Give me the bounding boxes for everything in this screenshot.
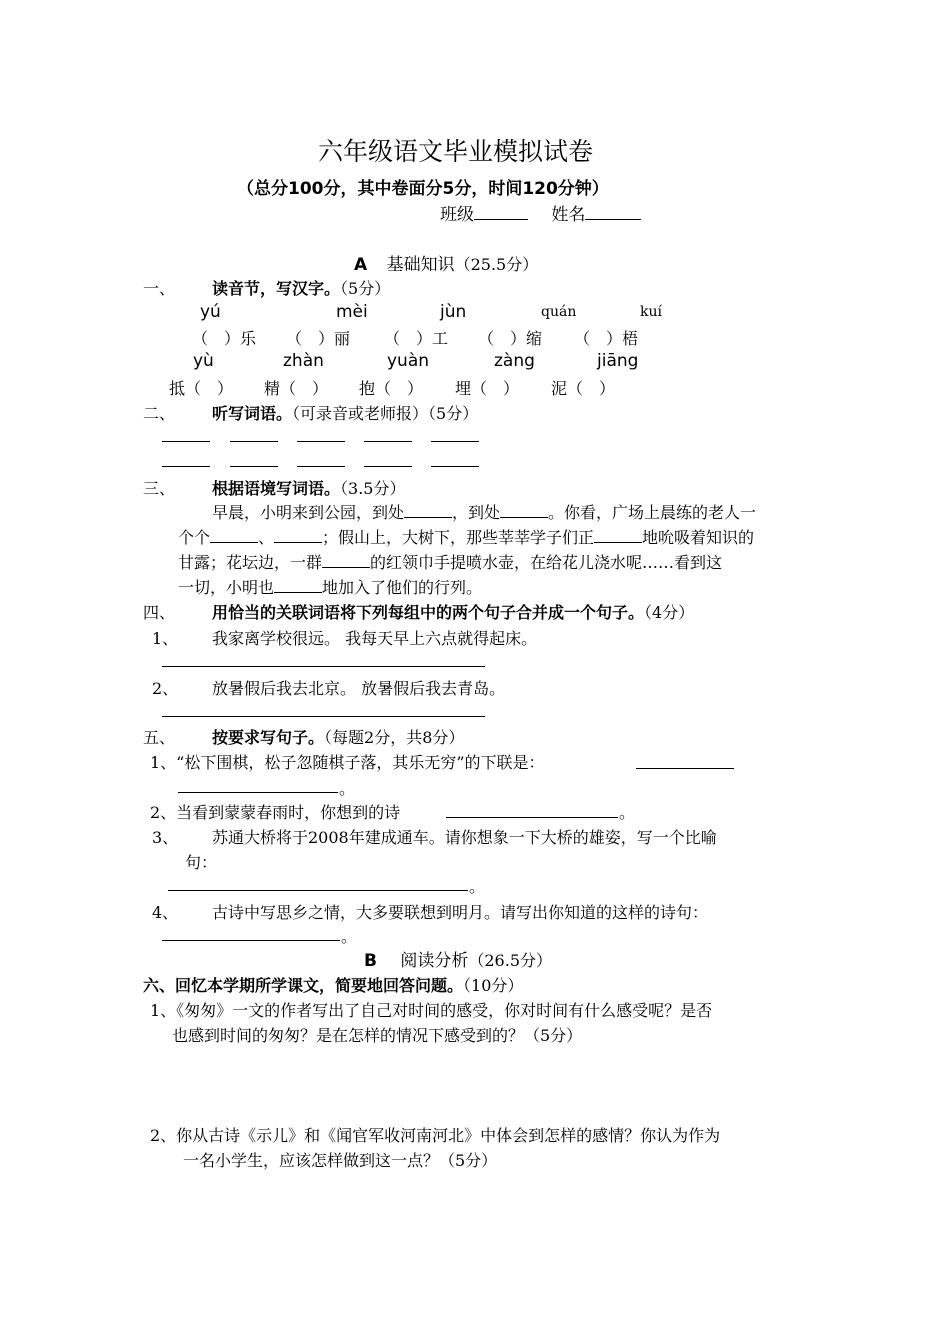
q2-title: 听写词语。	[212, 404, 293, 423]
q1-pinyin-1: yú	[200, 302, 221, 322]
q3-number: 三、	[143, 479, 176, 498]
dictation-blank-5[interactable]	[431, 441, 479, 442]
q3-blank-1[interactable]	[404, 501, 452, 518]
q1-pinyin-2: mèi	[336, 302, 368, 322]
q5-answer-line-3[interactable]	[168, 890, 468, 891]
q5-answer-line-1a[interactable]	[636, 768, 734, 769]
q5-item-3-number: 3、	[152, 828, 179, 847]
q5-item-4-number: 4、	[152, 903, 179, 922]
q5-item-2-end: 。	[619, 803, 636, 822]
part-a-heading	[354, 250, 538, 275]
q6-item-1-line-2: 也感到时间的匆匆？是在怎样的情况下感受到的？（5分）	[172, 1026, 583, 1045]
q4-title: 用恰当的关联词语将下列每组中的两个句子合并成一个句子。	[212, 603, 645, 622]
q1-char-4[interactable]: （ ）缩	[478, 329, 543, 348]
q4-number: 四、	[143, 603, 176, 622]
q3-text: 一切，小明也	[178, 578, 275, 597]
q1-pinyin-9: zàng	[494, 351, 535, 371]
q5-number: 五、	[143, 728, 176, 747]
q1-char-2[interactable]: （ ）丽	[286, 329, 351, 348]
q3-title: 根据语境写词语。	[212, 479, 341, 498]
dictation-blank-3[interactable]	[297, 441, 345, 442]
q5-heading	[212, 725, 464, 748]
q1-char-7[interactable]: 精（ ）	[264, 379, 329, 398]
part-a-score: （25.5分）	[454, 255, 539, 274]
q5-item-4-text: 古诗中写思乡之情，大多要联想到明月。请写出你知道的这样的诗句：	[212, 903, 709, 922]
q5-answer-line-2[interactable]	[446, 817, 618, 818]
q3-heading	[212, 476, 405, 499]
page-title: 六年级语文毕业模拟试卷	[318, 137, 594, 166]
part-a-letter: A	[354, 255, 368, 275]
q1-title: 读音节，写汉字。	[212, 279, 341, 298]
q3-text: ，到处	[452, 503, 501, 522]
q6-heading	[143, 973, 523, 996]
q3-blank-7[interactable]	[274, 576, 322, 593]
q3-text: 地吮吸着知识的	[642, 528, 755, 547]
q1-pinyin-8: yuàn	[387, 351, 430, 371]
q3-line-1	[212, 500, 756, 523]
q1-pinyin-7: zhàn	[283, 351, 324, 371]
q1-char-10[interactable]: 泥（ ）	[551, 379, 616, 398]
q1-char-6[interactable]: 抵（ ）	[169, 379, 234, 398]
page-subtitle: （总分100分，其中卷面分5分，时间120分钟）	[237, 179, 609, 199]
q1-pinyin-6: yù	[193, 351, 214, 371]
q1-pinyin-10: jiāng	[597, 351, 639, 371]
dictation-blank-4[interactable]	[364, 441, 412, 442]
q1-pinyin-3: jùn	[440, 302, 467, 322]
q5-item-3-text: 苏通大桥将于2008年建成通车。请你想象一下大桥的雄姿，写一个比喻	[212, 828, 717, 847]
q3-text: 早晨，小明来到公园，到处	[212, 503, 405, 522]
q3-line-2	[178, 525, 754, 548]
q2-note: （可录音或老师报）（5分）	[292, 404, 479, 423]
q5-item-1: 1、“松下围棋，松子忽随棋子落，其乐无穷”的下联是：	[150, 753, 545, 772]
q5-score: （每题2分，共8分）	[324, 728, 465, 747]
q4-score: （4分）	[644, 603, 695, 622]
part-b-letter: B	[364, 951, 377, 971]
q3-blank-2[interactable]	[500, 501, 548, 518]
q3-text: 个个	[178, 528, 211, 547]
q3-blank-4[interactable]	[274, 526, 322, 543]
q5-item-3-text-cont: 句：	[185, 853, 218, 872]
q3-blank-5[interactable]	[594, 526, 642, 543]
part-b-title: 阅读分析	[400, 951, 469, 971]
q4-item-1-number: 1、	[152, 629, 179, 648]
q1-pinyin-5: kuí	[640, 304, 662, 320]
q6-item-1-line-1: 1、《匆匆》一文的作者写出了自己对时间的感受，你对时间有什么感受呢？是否	[150, 1001, 713, 1020]
q6-title: 六、回忆本学期所学课文，简要地回答问题。	[143, 976, 464, 995]
q4-item-1-text: 我家离学校很远。 我每天早上六点就得起床。	[212, 629, 538, 648]
q5-answer-line-4[interactable]	[162, 940, 340, 941]
q5-answer-line-1b[interactable]	[178, 792, 338, 793]
q3-line-3	[178, 550, 722, 573]
q6-score: （10分）	[463, 976, 524, 995]
q3-blank-3[interactable]	[210, 526, 258, 543]
class-name-row	[440, 200, 641, 225]
part-b-heading	[364, 946, 552, 971]
q4-answer-line-1[interactable]	[162, 666, 485, 667]
q3-text: 。你看，广场上晨练的老人一	[548, 503, 757, 522]
q3-text: 的红领巾手提喷水壶，在给花儿浇水呢……看到这	[370, 553, 723, 572]
q3-text: 甘露；花坛边，一群	[178, 553, 323, 572]
part-a-title: 基础知识	[386, 255, 455, 275]
q5-item-4-end: 。	[341, 927, 358, 946]
q3-text: 、	[258, 528, 275, 547]
q5-title: 按要求写句子。	[212, 728, 325, 747]
q3-text: ；假山上，大树下，那些莘莘学子们正	[322, 528, 595, 547]
class-label: 班级	[440, 205, 474, 225]
q1-pinyin-4: quán	[541, 304, 577, 320]
name-label: 姓名	[551, 205, 586, 225]
q3-line-4	[178, 575, 482, 598]
q4-heading	[212, 600, 694, 623]
q2-number: 二、	[143, 404, 176, 423]
dictation-blank-6[interactable]	[162, 466, 210, 467]
q5-item-3-end: 。	[469, 877, 486, 896]
q3-text: 地加入了他们的行列。	[322, 578, 483, 597]
q5-item-2: 2、当看到蒙蒙春雨时，你想到的诗	[150, 803, 401, 822]
q1-char-1[interactable]: （ ）乐	[192, 329, 257, 348]
dictation-blank-2[interactable]	[230, 441, 278, 442]
q3-blank-6[interactable]	[322, 551, 370, 568]
q4-item-2-number: 2、	[152, 679, 179, 698]
dictation-blank-1[interactable]	[162, 441, 210, 442]
dictation-blank-10[interactable]	[431, 466, 479, 467]
q1-char-9[interactable]: 埋（ ）	[455, 379, 520, 398]
q3-score: （3.5分）	[340, 479, 406, 498]
dictation-blank-7[interactable]	[230, 466, 278, 467]
q1-number: 一、	[143, 279, 176, 298]
q6-item-2-line-1: 2、你从古诗《示儿》和《闻官军收河南河北》中体会到怎样的感情？你认为作为	[150, 1126, 721, 1145]
q1-score: （5分）	[340, 279, 391, 298]
q4-answer-line-2[interactable]	[162, 716, 485, 717]
q4-item-2-text: 放暑假后我去北京。 放暑假后我去青岛。	[212, 679, 506, 698]
q1-heading	[212, 276, 390, 299]
part-b-score: （26.5分）	[468, 951, 553, 970]
q1-char-3[interactable]: （ ）工	[384, 329, 449, 348]
q2-heading	[212, 401, 478, 424]
q6-item-2-line-2: 一名小学生，应该怎样做到这一点？（5分）	[183, 1151, 498, 1170]
name-field[interactable]	[585, 218, 641, 220]
dictation-blank-8[interactable]	[297, 466, 345, 467]
q5-item-1-end: 。	[339, 779, 356, 798]
class-field[interactable]	[474, 218, 528, 220]
q1-char-8[interactable]: 抱（ ）	[359, 379, 424, 398]
dictation-blank-9[interactable]	[364, 466, 412, 467]
q1-char-5[interactable]: （ ）梧	[574, 329, 639, 348]
